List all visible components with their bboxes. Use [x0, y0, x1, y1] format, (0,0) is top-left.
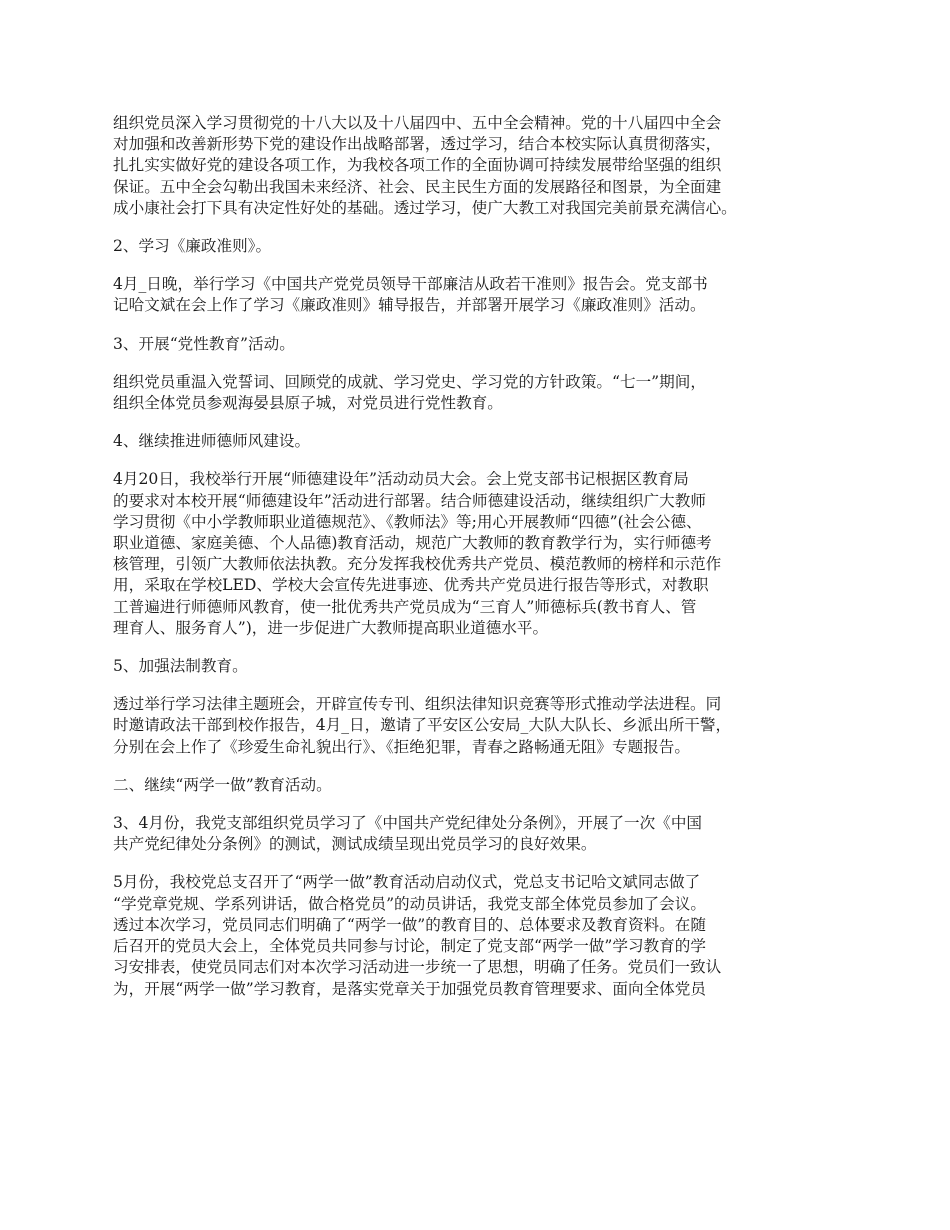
section-heading-two-study-one-do: [113, 775, 853, 796]
section-heading-3: [113, 334, 853, 355]
text-line: 组织全体党员参观海晏县原子城，对党员进行党性教育。: [113, 394, 503, 413]
paragraph-integrity-report: [113, 274, 853, 316]
paragraph-party-education: [113, 372, 853, 414]
heading-line: 二、继续“两学一做”教育活动。: [113, 775, 332, 794]
text-line: 对加强和改善新形势下党的建设作出战略部署，透过学习，结合本校实际认真贯彻落实，: [113, 135, 722, 154]
text-line: 透过本次学习，党员同志们明确了“两学一做”的教育目的、总体要求及教育资料。在随: [113, 915, 706, 934]
text-line: 为，开展“两学一做”学习教育，是落实党章关于加强党员教育管理要求、面向全体党员: [113, 979, 706, 998]
text-line: 扎扎实实做好党的建设各项工作，为我校各项工作的全面协调可持续发展带给坚强的组织: [113, 156, 722, 175]
text-line: “学党章党规、学系列讲话，做合格党员”的动员讲话，我党支部全体党员参加了会议。: [113, 894, 706, 913]
heading-line: 2、学习《廉政准则》。: [113, 237, 272, 256]
section-heading-5: [113, 656, 853, 677]
text-line: 学习贯彻《中小学教师职业道德规范》、《教师法》等;用心开展教师“四德”(社会公德、: [113, 512, 702, 531]
text-line: 4月_日晚，举行学习《中国共产党党员领导干部廉洁从政若干准则》报告会。党支部书: [113, 275, 708, 294]
text-line: 保证。五中全会勾勒出我国未来经济、社会、民主民生方面的发展路径和图景，为全面建: [113, 177, 722, 196]
text-line: 职业道德、家庭美德、个人品德)教育活动，规范广大教师的教育教学行为，实行师德考: [113, 534, 712, 553]
text-line: 5月份，我校党总支召开了“两学一做”教育活动启动仪式，党总支书记哈文斌同志做了: [113, 873, 701, 892]
text-line: 4月20日，我校举行开展“师德建设年”活动动员大会。会上党支部书记根据区教育局: [113, 470, 689, 489]
text-line: 的要求对本校开展“师德建设年”活动进行部署。结合师德建设活动，继续组织广大教师: [113, 491, 706, 510]
heading-line: 3、开展“党性教育”活动。: [113, 334, 295, 353]
text-line: 3、4月份，我党支部组织党员学习了《中国共产党纪律处分条例》，开展了一次《中国: [113, 814, 703, 833]
text-line: 时邀请政法干部到校作报告，4月_日，邀请了平安区公安局_大队大队长、乡派出所干警，: [113, 716, 732, 735]
heading-line: 4、继续推进师德师风建设。: [113, 432, 311, 451]
heading-line: 5、加强法制教育。: [113, 657, 248, 676]
text-line: 组织党员深入学习贯彻党的十八大以及十八届四中、五中全会精神。党的十八届四中全会: [113, 114, 722, 132]
text-line: 共产党纪律处分条例》的测试，测试成绩呈现出党员学习的良好效果。: [113, 835, 597, 854]
text-line: 分别在会上作了《珍爱生命礼貌出行》、《拒绝犯罪，青春之路畅通无阻》专题报告。: [113, 737, 690, 756]
paragraph-discipline-regulations: [113, 813, 853, 855]
text-line: 后召开的党员大会上，全体党员共同参与讨论，制定了党支部“两学一做”学习教育的学: [113, 937, 706, 956]
section-heading-4: [113, 431, 853, 452]
paragraph-may-launch-ceremony: [113, 872, 853, 999]
text-line: 用，采取在学校LED、学校大会宣传先进事迹、优秀共产党员进行报告等形式，对教职: [113, 576, 709, 595]
text-line: 理育人、服务育人”)，进一步促进广大教师提高职业道德水平。: [113, 618, 549, 637]
text-line: 记哈文斌在会上作了学习《廉政准则》辅导报告，并部署开展学习《廉政准则》活动。: [113, 296, 706, 315]
document-page: [113, 113, 853, 1017]
text-line: 工普遍进行师德师风教育，使一批优秀共产党员成为“三育人”师德标兵(教书育人、管: [113, 597, 697, 616]
text-line: 成小康社会打下具有决定性好处的基础。透过学习，使广大教工对我国完美前景充满信心。: [113, 198, 737, 217]
text-line: 习安排表，使党员同志们对本次学习活动进一步统一了思想，明确了任务。党员们一致认: [113, 958, 722, 977]
section-heading-2: [113, 236, 853, 257]
paragraph-legal-education: [113, 694, 853, 758]
paragraph-teacher-ethics: [113, 469, 853, 639]
paragraph-study-plenary-sessions: [113, 113, 853, 219]
text-line: 组织党员重温入党誓词、回顾党的成就、学习党史、学习党的方针政策。“七一”期间，: [113, 372, 706, 391]
text-line: 透过举行学习法律主题班会，开辟宣传专刊、组织法律知识竞赛等形式推动学法进程。同: [113, 695, 722, 714]
text-line: 核管理，引领广大教师依法执教。充分发挥我校优秀共产党员、模范教师的榜样和示范作: [113, 555, 722, 574]
